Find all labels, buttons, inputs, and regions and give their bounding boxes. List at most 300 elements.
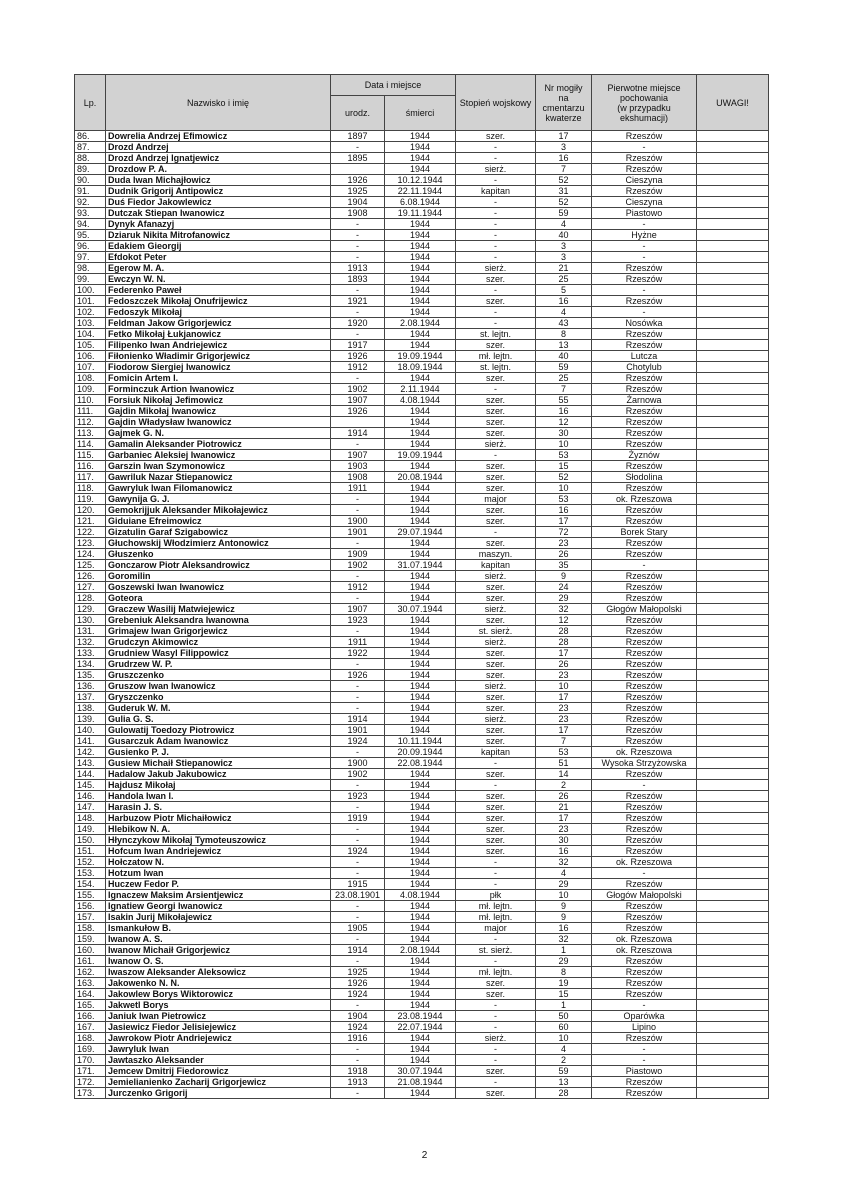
cell-original: Rzeszów — [592, 813, 697, 824]
cell-grave: 25 — [536, 274, 592, 285]
cell-lp: 111. — [75, 406, 106, 417]
cell-death: 1944 — [385, 956, 456, 967]
cell-lp: 104. — [75, 329, 106, 340]
cell-grave: 32 — [536, 934, 592, 945]
cell-original: Rzeszów — [592, 153, 697, 164]
cell-name: Jawryluk Iwan — [106, 1044, 331, 1055]
cell-rank: - — [456, 153, 536, 164]
cell-lp: 155. — [75, 890, 106, 901]
cell-lp: 162. — [75, 967, 106, 978]
table-row — [75, 1000, 769, 1011]
table-row — [75, 637, 769, 648]
cell-name: Drozd Andrzej Ignatjewicz — [106, 153, 331, 164]
cell-birth: - — [331, 626, 385, 637]
cell-rank: szer. — [456, 846, 536, 857]
cell-birth: 1904 — [331, 197, 385, 208]
cell-name: Janiuk Iwan Pietrowicz — [106, 1011, 331, 1022]
cell-name: Iwaszow Aleksander Aleksowicz — [106, 967, 331, 978]
cell-grave: 30 — [536, 428, 592, 439]
cell-original: Rzeszów — [592, 923, 697, 934]
cell-grave: 15 — [536, 461, 592, 472]
cell-lp: 112. — [75, 417, 106, 428]
cell-original: Rzeszów — [592, 692, 697, 703]
cell-name: Garszin Iwan Szymonowicz — [106, 461, 331, 472]
cell-lp: 170. — [75, 1055, 106, 1066]
table-row — [75, 439, 769, 450]
cell-name: Dowrelia Andrzej Efimowicz — [106, 131, 331, 142]
cell-death: 1944 — [385, 703, 456, 714]
cell-name: Gusienko P. J. — [106, 747, 331, 758]
cell-lp: 141. — [75, 736, 106, 747]
cell-name: Gusiew Michaił Stiepanowicz — [106, 758, 331, 769]
cell-lp: 107. — [75, 362, 106, 373]
cell-name: Harasin J. S. — [106, 802, 331, 813]
cell-name: Fiłonienko Władimir Grigorjewicz — [106, 351, 331, 362]
cell-original: ok. Rzeszowa — [592, 857, 697, 868]
cell-name: Grimajew Iwan Grigorjewicz — [106, 626, 331, 637]
cell-original: Rzeszów — [592, 384, 697, 395]
cell-grave: 10 — [536, 681, 592, 692]
cell-birth: - — [331, 241, 385, 252]
cell-original: Rzeszów — [592, 736, 697, 747]
cell-birth: 1912 — [331, 582, 385, 593]
cell-grave: 9 — [536, 901, 592, 912]
cell-birth: 1908 — [331, 208, 385, 219]
table-row — [75, 692, 769, 703]
cell-rank: st. lejtn. — [456, 329, 536, 340]
cell-rank: szer. — [456, 395, 536, 406]
cell-grave: 3 — [536, 241, 592, 252]
cell-death: 1944 — [385, 241, 456, 252]
cell-grave: 59 — [536, 208, 592, 219]
cell-rank: kapitan — [456, 186, 536, 197]
cell-remarks — [697, 945, 769, 956]
cell-death: 22.07.1944 — [385, 1022, 456, 1033]
cell-original: Rzeszów — [592, 549, 697, 560]
cell-original: Rzeszów — [592, 571, 697, 582]
table-row — [75, 175, 769, 186]
cell-name: Forsiuk Nikołaj Jefimowicz — [106, 395, 331, 406]
cell-name: Huczew Fedor P. — [106, 879, 331, 890]
cell-death: 20.08.1944 — [385, 472, 456, 483]
cell-grave: 31 — [536, 186, 592, 197]
cell-birth: 1920 — [331, 318, 385, 329]
cell-death: 1944 — [385, 714, 456, 725]
cell-birth: - — [331, 219, 385, 230]
cell-death: 1944 — [385, 769, 456, 780]
cell-birth: 1900 — [331, 758, 385, 769]
cell-original: Piastowo — [592, 1066, 697, 1077]
cell-grave: 28 — [536, 637, 592, 648]
cell-remarks — [697, 1000, 769, 1011]
cell-grave: 17 — [536, 813, 592, 824]
cell-original: Piastowo — [592, 208, 697, 219]
cell-remarks — [697, 725, 769, 736]
cell-name: Iwanow A. S. — [106, 934, 331, 945]
cell-name: Gajdin Władysław Iwanowicz — [106, 417, 331, 428]
cell-death: 1944 — [385, 802, 456, 813]
cell-death: 1944 — [385, 923, 456, 934]
cell-grave: 2 — [536, 780, 592, 791]
cell-remarks — [697, 252, 769, 263]
cell-rank: szer. — [456, 659, 536, 670]
cell-death: 1944 — [385, 879, 456, 890]
table-row — [75, 648, 769, 659]
cell-rank: szer. — [456, 428, 536, 439]
cell-lp: 172. — [75, 1077, 106, 1088]
cell-original: Rzeszów — [592, 164, 697, 175]
cell-lp: 108. — [75, 373, 106, 384]
cell-lp: 89. — [75, 164, 106, 175]
table-row — [75, 912, 769, 923]
cell-original: - — [592, 307, 697, 318]
cell-remarks — [697, 175, 769, 186]
table-row — [75, 263, 769, 274]
cell-remarks — [697, 835, 769, 846]
cell-remarks — [697, 428, 769, 439]
cell-rank: - — [456, 758, 536, 769]
cell-death: 1944 — [385, 868, 456, 879]
cell-lp: 152. — [75, 857, 106, 868]
col-rank-header: Stopień wojskowy — [456, 75, 536, 131]
cell-birth: 1916 — [331, 1033, 385, 1044]
cell-name: Głuszenko — [106, 549, 331, 560]
cell-grave: 40 — [536, 351, 592, 362]
cell-remarks — [697, 714, 769, 725]
cell-remarks — [697, 384, 769, 395]
table-row — [75, 142, 769, 153]
cell-rank: maszyn. — [456, 549, 536, 560]
cell-lp: 154. — [75, 879, 106, 890]
cell-remarks — [697, 857, 769, 868]
col-grave-header-line1: Nr mogiły — [544, 82, 583, 93]
cell-remarks — [697, 505, 769, 516]
cell-original: - — [592, 241, 697, 252]
cell-name: Gawynija G. J. — [106, 494, 331, 505]
cell-rank: płk — [456, 890, 536, 901]
cell-grave: 40 — [536, 230, 592, 241]
cell-name: Iwanow O. S. — [106, 956, 331, 967]
cell-death: 1944 — [385, 505, 456, 516]
cell-death: 19.09.1944 — [385, 351, 456, 362]
cell-rank: szer. — [456, 483, 536, 494]
cell-lp: 116. — [75, 461, 106, 472]
cell-name: Hajdusz Mikołaj — [106, 780, 331, 791]
cell-lp: 150. — [75, 835, 106, 846]
cell-lp: 103. — [75, 318, 106, 329]
cell-remarks — [697, 340, 769, 351]
cell-name: Duda Iwan Michajłowicz — [106, 175, 331, 186]
table-row — [75, 241, 769, 252]
cell-lp: 91. — [75, 186, 106, 197]
cell-remarks — [697, 153, 769, 164]
cell-grave: 59 — [536, 362, 592, 373]
table-row — [75, 560, 769, 571]
cell-original: Rzeszów — [592, 263, 697, 274]
cell-death: 1944 — [385, 219, 456, 230]
cell-birth: - — [331, 538, 385, 549]
table-row — [75, 791, 769, 802]
table-row — [75, 362, 769, 373]
table-row — [75, 428, 769, 439]
burial-register-table — [74, 74, 769, 1099]
cell-rank: - — [456, 384, 536, 395]
cell-original: Rzeszów — [592, 912, 697, 923]
cell-remarks — [697, 549, 769, 560]
table-row — [75, 571, 769, 582]
cell-lp: 137. — [75, 692, 106, 703]
cell-grave: 23 — [536, 714, 592, 725]
table-row — [75, 549, 769, 560]
cell-rank: kapitan — [456, 747, 536, 758]
cell-name: Jakwetl Borys — [106, 1000, 331, 1011]
cell-remarks — [697, 571, 769, 582]
cell-rank: - — [456, 241, 536, 252]
cell-original: Rzeszów — [592, 659, 697, 670]
cell-remarks — [697, 868, 769, 879]
cell-original: Rzeszów — [592, 296, 697, 307]
col-grave-header — [536, 75, 592, 131]
cell-lp: 113. — [75, 428, 106, 439]
cell-remarks — [697, 923, 769, 934]
cell-rank: szer. — [456, 406, 536, 417]
cell-name: Głuchowskij Włodzimierz Antonowicz — [106, 538, 331, 549]
cell-rank: szer. — [456, 340, 536, 351]
cell-original: Głogów Małopolski — [592, 604, 697, 615]
cell-remarks — [697, 1066, 769, 1077]
cell-name: Graczew Wasilij Matwiejewicz — [106, 604, 331, 615]
cell-grave: 29 — [536, 879, 592, 890]
cell-original: Rzeszów — [592, 791, 697, 802]
cell-grave: 53 — [536, 494, 592, 505]
cell-remarks — [697, 263, 769, 274]
cell-lp: 149. — [75, 824, 106, 835]
cell-original: Rzeszów — [592, 439, 697, 450]
col-original-header-line3: (w przypadku ekshumacji) — [617, 102, 671, 123]
cell-lp: 164. — [75, 989, 106, 1000]
cell-death: 1944 — [385, 285, 456, 296]
cell-original: Rzeszów — [592, 274, 697, 285]
cell-lp: 101. — [75, 296, 106, 307]
cell-original: Rzeszów — [592, 461, 697, 472]
cell-rank: sierż. — [456, 164, 536, 175]
cell-birth: 1914 — [331, 714, 385, 725]
cell-original: ok. Rzeszowa — [592, 747, 697, 758]
cell-name: Goteora — [106, 593, 331, 604]
cell-grave: 52 — [536, 197, 592, 208]
cell-grave: 53 — [536, 747, 592, 758]
cell-rank: szer. — [456, 725, 536, 736]
cell-name: Hłynczykow Mikołaj Tymoteuszowicz — [106, 835, 331, 846]
cell-grave: 10 — [536, 1033, 592, 1044]
cell-birth: - — [331, 1088, 385, 1099]
cell-lp: 160. — [75, 945, 106, 956]
table-row — [75, 846, 769, 857]
cell-lp: 157. — [75, 912, 106, 923]
table-row — [75, 824, 769, 835]
cell-rank: szer. — [456, 813, 536, 824]
cell-lp: 97. — [75, 252, 106, 263]
cell-death: 29.07.1944 — [385, 527, 456, 538]
cell-grave: 13 — [536, 340, 592, 351]
cell-lp: 156. — [75, 901, 106, 912]
cell-death: 1944 — [385, 582, 456, 593]
cell-grave: 4 — [536, 1044, 592, 1055]
cell-rank: szer. — [456, 373, 536, 384]
cell-death: 1944 — [385, 934, 456, 945]
cell-remarks — [697, 318, 769, 329]
table-row — [75, 604, 769, 615]
cell-birth: 1912 — [331, 362, 385, 373]
cell-lp: 127. — [75, 582, 106, 593]
cell-death: 1944 — [385, 615, 456, 626]
cell-original: Rzeszów — [592, 428, 697, 439]
cell-grave: 19 — [536, 978, 592, 989]
cell-birth: 1922 — [331, 648, 385, 659]
cell-remarks — [697, 659, 769, 670]
cell-grave: 23 — [536, 824, 592, 835]
cell-lp: 165. — [75, 1000, 106, 1011]
cell-death: 10.12.1944 — [385, 175, 456, 186]
cell-name: Ignaczew Maksim Arsientjewicz — [106, 890, 331, 901]
table-row — [75, 131, 769, 142]
cell-remarks — [697, 615, 769, 626]
cell-death: 1944 — [385, 307, 456, 318]
cell-rank: szer. — [456, 131, 536, 142]
table-row — [75, 461, 769, 472]
cell-death: 1944 — [385, 230, 456, 241]
cell-grave: 55 — [536, 395, 592, 406]
cell-remarks — [697, 769, 769, 780]
table-row — [75, 747, 769, 758]
table-row — [75, 780, 769, 791]
cell-death: 20.09.1944 — [385, 747, 456, 758]
table-row — [75, 252, 769, 263]
cell-birth: 1901 — [331, 725, 385, 736]
cell-original: Rzeszów — [592, 714, 697, 725]
cell-lp: 142. — [75, 747, 106, 758]
col-original-header-line1: Pierwotne miejsce — [607, 82, 681, 93]
cell-birth: 1902 — [331, 384, 385, 395]
cell-remarks — [697, 142, 769, 153]
cell-name: Gawriluk Nazar Stiepanowicz — [106, 472, 331, 483]
cell-lp: 147. — [75, 802, 106, 813]
cell-rank: sierż. — [456, 439, 536, 450]
cell-lp: 125. — [75, 560, 106, 571]
cell-original: Rzeszów — [592, 967, 697, 978]
cell-death: 1944 — [385, 439, 456, 450]
cell-rank: - — [456, 1044, 536, 1055]
cell-birth: - — [331, 373, 385, 384]
cell-grave: 43 — [536, 318, 592, 329]
cell-grave: 52 — [536, 472, 592, 483]
cell-original: Rzeszów — [592, 648, 697, 659]
cell-birth: 1900 — [331, 516, 385, 527]
cell-birth: 1913 — [331, 1077, 385, 1088]
col-death-header: śmierci — [385, 96, 456, 131]
cell-birth: 1905 — [331, 923, 385, 934]
table-row — [75, 703, 769, 714]
cell-lp: 136. — [75, 681, 106, 692]
table-row — [75, 769, 769, 780]
cell-rank: mł. lejtn. — [456, 912, 536, 923]
cell-remarks — [697, 186, 769, 197]
cell-original: Rzeszów — [592, 670, 697, 681]
cell-grave: 14 — [536, 769, 592, 780]
cell-death: 1944 — [385, 516, 456, 527]
table-row — [75, 417, 769, 428]
cell-grave: 4 — [536, 307, 592, 318]
col-birth-header: urodz. — [331, 96, 385, 131]
table-row — [75, 395, 769, 406]
cell-birth: 1915 — [331, 879, 385, 890]
cell-original: - — [592, 560, 697, 571]
cell-lp: 138. — [75, 703, 106, 714]
cell-original: Cieszyna — [592, 175, 697, 186]
cell-remarks — [697, 164, 769, 175]
cell-birth: 1907 — [331, 604, 385, 615]
cell-remarks — [697, 285, 769, 296]
cell-lp: 120. — [75, 505, 106, 516]
cell-lp: 133. — [75, 648, 106, 659]
cell-rank: szer. — [456, 593, 536, 604]
cell-lp: 87. — [75, 142, 106, 153]
cell-original: ok. Rzeszowa — [592, 945, 697, 956]
cell-rank: sierż. — [456, 604, 536, 615]
cell-original: Cieszyna — [592, 197, 697, 208]
cell-grave: 24 — [536, 582, 592, 593]
cell-lp: 132. — [75, 637, 106, 648]
cell-rank: szer. — [456, 769, 536, 780]
cell-rank: szer. — [456, 582, 536, 593]
table-row — [75, 472, 769, 483]
cell-rank: - — [456, 175, 536, 186]
cell-original: Rzeszów — [592, 582, 697, 593]
cell-rank: st. sierż. — [456, 626, 536, 637]
cell-name: Isakin Jurij Mikołajewicz — [106, 912, 331, 923]
cell-birth — [331, 417, 385, 428]
cell-lp: 86. — [75, 131, 106, 142]
cell-original: Rzeszów — [592, 956, 697, 967]
cell-name: Guderuk W. M. — [106, 703, 331, 714]
cell-name: Iwanow Michaił Grigorjewicz — [106, 945, 331, 956]
cell-death: 1944 — [385, 1000, 456, 1011]
cell-rank: szer. — [456, 505, 536, 516]
cell-birth: 1895 — [331, 153, 385, 164]
cell-rank: - — [456, 879, 536, 890]
cell-death: 10.11.1944 — [385, 736, 456, 747]
cell-birth: 1923 — [331, 615, 385, 626]
cell-original: Rzeszów — [592, 846, 697, 857]
cell-name: Jasiewicz Fiedor Jelisiejewicz — [106, 1022, 331, 1033]
cell-lp: 153. — [75, 868, 106, 879]
cell-lp: 161. — [75, 956, 106, 967]
cell-death: 1944 — [385, 1055, 456, 1066]
cell-remarks — [697, 626, 769, 637]
table-row — [75, 197, 769, 208]
cell-grave: 28 — [536, 1088, 592, 1099]
cell-lp: 166. — [75, 1011, 106, 1022]
cell-rank: szer. — [456, 1066, 536, 1077]
cell-grave: 5 — [536, 285, 592, 296]
cell-grave: 72 — [536, 527, 592, 538]
cell-name: Dudnik Grigorij Antipowicz — [106, 186, 331, 197]
cell-rank: sierż. — [456, 637, 536, 648]
cell-remarks — [697, 703, 769, 714]
cell-remarks — [697, 439, 769, 450]
table-row — [75, 934, 769, 945]
table-row — [75, 967, 769, 978]
